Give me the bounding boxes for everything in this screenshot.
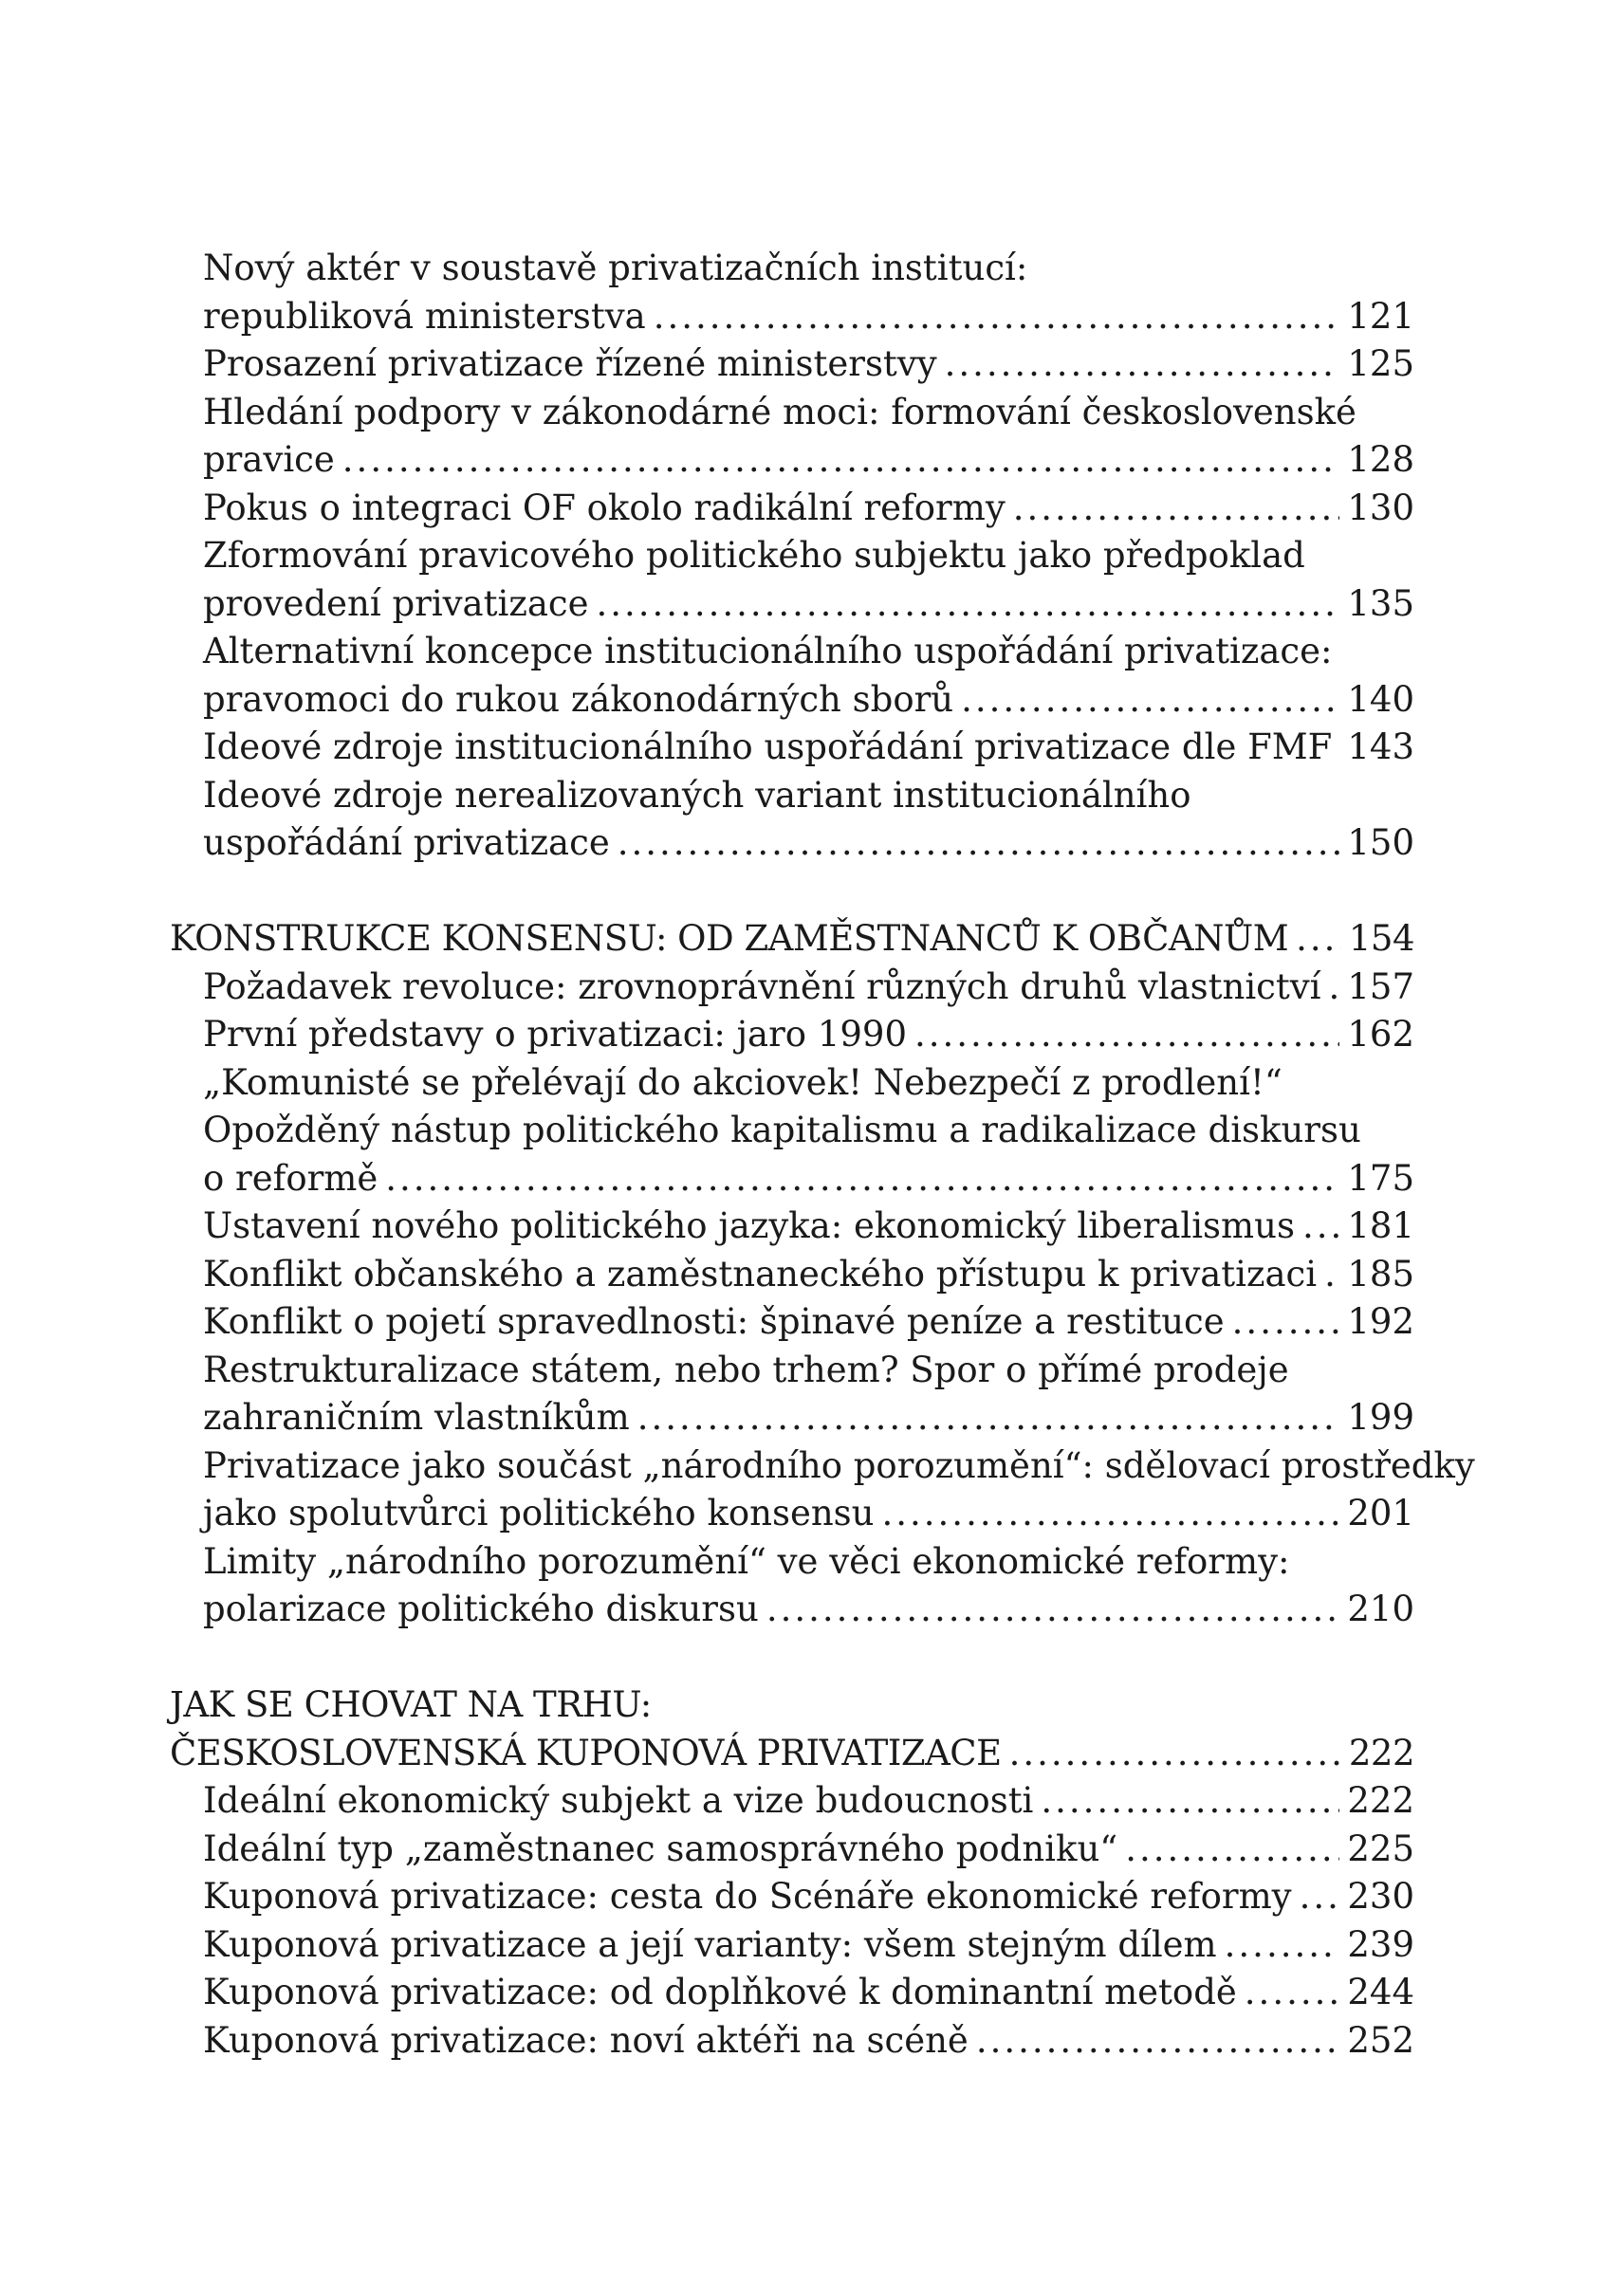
dot-leader [1013,485,1340,533]
toc-entry-row [203,1586,1414,1634]
dot-leader [1329,964,1340,1012]
toc-entry-title: Kuponová privatizace: od doplňkové k dominantní metodě [203,1969,1245,2017]
toc-entry-title: republiková ministerstva [203,293,654,341]
toc-entry-title: jako spolutvůrci politického konsensu [203,1490,882,1538]
toc-entry [0,580,1624,629]
toc-page-number: 150 [1347,822,1414,863]
toc-entry-title: Limity „národního porozumění“ ve věci ekonomické reformy: [203,1540,1290,1582]
toc-entry-row [203,819,1414,868]
toc-entry [0,1011,1624,1059]
toc-chapter-heading [0,915,1624,964]
toc-entry-row [203,676,1414,725]
toc-entry-row [203,1921,1414,1970]
toc-entry-title: Prosazení privatizace řízené ministerstvy [203,340,945,389]
toc-entry [0,1203,1624,1251]
toc-entry-row [203,485,1414,533]
toc-entry [0,293,1624,341]
toc-entry [0,676,1624,725]
dot-leader [914,1011,1339,1059]
dot-leader [385,1155,1339,1203]
toc-entry [0,1394,1624,1442]
toc-entry-row [203,1394,1414,1442]
toc-entry-row [203,724,1414,772]
toc-entry-title: První představy o privatizaci: jaro 1990 [203,1011,914,1059]
toc-entry-title: Pokus o integraci OF okolo radikální reformy [203,485,1013,533]
toc-entry-row [170,915,1414,964]
toc-entry [0,2017,1624,2066]
toc-entry-title: JAK SE CHOVAT NA TRHU: [170,1684,652,1725]
toc-page-number: 192 [1347,1301,1414,1342]
toc-entry-title: Požadavek revoluce: zrovnoprávnění různých druhů vlastnictví [203,964,1329,1012]
toc-entry [0,1826,1624,1874]
toc-entry-title: Privatizace jako součást „národního porozumění“: sdělovací prostředky [203,1444,1475,1486]
toc-page-number: 154 [1348,918,1414,959]
toc-entry-title: Ideální ekonomický subjekt a vize budoucnosti [203,1777,1041,1826]
toc-entry-row [203,580,1414,629]
toc-entry-title: Kuponová privatizace: noví aktéři na scéně [203,2017,976,2066]
dot-leader [1125,1826,1339,1874]
toc-entry-row [203,1298,1414,1347]
dot-leader [766,1586,1340,1634]
dot-leader [342,436,1340,485]
toc-entry [0,628,1624,676]
toc-entry [0,964,1624,1012]
toc-entry-row [203,1873,1414,1921]
toc-entry-title: zahraničním vlastníkům [203,1394,637,1442]
section-spacer [0,868,1624,916]
toc-entry [0,819,1624,868]
toc-entry-row [203,1155,1414,1203]
toc-entry [0,1059,1624,1108]
dot-leader [637,1394,1340,1442]
toc-entry-title: Alternativní koncepce institucionálního uspořádání privatizace: [203,631,1333,671]
toc-page-number: 157 [1347,965,1414,1007]
toc-entry-title: Kuponová privatizace: cesta do Scénáře ekonomické reformy [203,1873,1300,1921]
toc-entry [0,1921,1624,1970]
toc-entry [0,1347,1624,1395]
toc-entry-title: Opožděný nástup politického kapitalismu a radikalizace diskursu [203,1110,1361,1150]
toc-entry-row [203,340,1414,389]
toc-page-number: 125 [1347,343,1414,384]
toc-page-number: 210 [1347,1589,1414,1629]
toc-page-number: 199 [1347,1397,1414,1438]
toc-entry-row [203,1777,1414,1826]
dot-leader [1324,1251,1339,1299]
toc-entry-title: pravice [203,436,342,485]
toc-entry-row [203,1826,1414,1874]
toc-entry-title: Nový aktér v soustavě privatizačních institucí: [203,248,1028,288]
toc-entry [0,532,1624,580]
toc-entry-title: pravomoci do rukou zákonodárných sborů [203,676,961,725]
dot-leader [1296,915,1341,964]
dot-leader [618,819,1340,868]
toc-chapter-heading [0,1730,1624,1778]
toc-entry [0,1298,1624,1347]
toc-chapter-heading [0,1681,1624,1730]
toc-page-number: 128 [1347,439,1414,480]
toc-entry-title: Ideové zdroje institucionálního uspořádání privatizace dle FMF [203,724,1339,772]
toc-entry-row [203,1251,1414,1299]
toc-page-number: 181 [1347,1205,1414,1246]
dot-leader [1232,1298,1340,1347]
toc-page-number: 175 [1347,1157,1414,1199]
toc-entry-row [203,1203,1414,1251]
toc-entry [0,1777,1624,1826]
toc-page-number: 130 [1347,487,1414,528]
toc-entry [0,1251,1624,1299]
toc-entry [0,389,1624,437]
toc-entry-row [203,964,1414,1012]
dot-leader [1302,1203,1339,1251]
toc-page-number: 225 [1347,1828,1414,1869]
toc-entry [0,1442,1624,1491]
toc-entry [0,485,1624,533]
toc-page-number: 252 [1347,2019,1414,2061]
dot-leader [1300,1873,1340,1921]
toc-entry-row [170,1730,1414,1778]
dot-leader [597,580,1340,629]
toc-page-number: 140 [1347,678,1414,720]
toc-entry [0,1107,1624,1155]
toc-entry-row [203,2017,1414,2066]
dot-leader [961,676,1339,725]
dot-leader [882,1490,1340,1538]
toc-entry-title: uspořádání privatizace [203,819,618,868]
toc-entry-title: Ustavení nového politického jazyka: ekonomický liberalismus [203,1203,1302,1251]
toc-entry-row [203,1490,1414,1538]
toc-page-number: 222 [1348,1732,1414,1773]
toc-page-number: 143 [1347,726,1414,767]
dot-leader [1041,1777,1339,1826]
toc-entry-title: o reformě [203,1155,385,1203]
toc-page-number: 185 [1347,1253,1414,1295]
toc-entry [0,1586,1624,1634]
toc-page-number: 201 [1347,1493,1414,1534]
toc-entry [0,1873,1624,1921]
toc-entry [0,1490,1624,1538]
toc-entry-title: Hledání podpory v zákonodárné moci: formování československé [203,391,1356,432]
dot-leader [1225,1921,1340,1970]
toc-entry [0,436,1624,485]
toc-entry [0,1969,1624,2017]
section-spacer [0,1634,1624,1682]
toc-page-number: 121 [1347,295,1414,337]
toc-entry-row [203,436,1414,485]
toc-entry-row [203,293,1414,341]
toc-page-number: 222 [1347,1780,1414,1821]
toc-page-number: 135 [1347,582,1414,624]
toc-entry [0,1155,1624,1203]
toc-entry [0,724,1624,772]
toc-entry-title: KONSTRUKCE KONSENSU: OD ZAMĚSTNANCŮ K OBČANŮM [170,915,1296,964]
toc-entry [0,772,1624,820]
toc-entry-row [203,1969,1414,2017]
toc-entry-title: „Komunisté se přelévají do akciovek! Nebezpečí z prodlení!“ [203,1061,1283,1103]
toc-entry-title: Restrukturalizace státem, nebo trhem? Spor o přímé prodeje [203,1349,1289,1390]
dot-leader [1009,1730,1341,1778]
toc-entry-title: polarizace politického diskursu [203,1586,766,1634]
table-of-contents [0,245,1624,2065]
toc-entry-row [203,1011,1414,1059]
dot-leader [976,2017,1340,2066]
toc-page-number: 162 [1347,1014,1414,1055]
toc-page-number: 244 [1347,1972,1414,2012]
toc-entry-title: Kuponová privatizace a její varianty: všem stejným dílem [203,1921,1225,1970]
toc-entry-title: Konflikt občanského a zaměstnaneckého přístupu k privatizaci [203,1251,1324,1299]
toc-page-number: 230 [1347,1876,1414,1917]
toc-entry-title: Ideální typ „zaměstnanec samosprávného podniku“ [203,1826,1125,1874]
toc-entry-title: provedení privatizace [203,580,597,629]
toc-page-number: 239 [1347,1923,1414,1965]
toc-entry-title: ČESKOSLOVENSKÁ KUPONOVÁ PRIVATIZACE [170,1730,1009,1778]
dot-leader [1245,1969,1340,2017]
toc-entry-title: Zformování pravicového politického subjektu jako předpoklad [203,535,1305,576]
dot-leader [654,293,1340,341]
toc-entry [0,245,1624,293]
toc-entry-title: Konflikt o pojetí spravedlnosti: špinavé peníze a restituce [203,1298,1232,1347]
toc-entry-title: Ideové zdroje nerealizovaných variant institucionálního [203,774,1191,816]
toc-entry [0,340,1624,389]
toc-entry [0,1538,1624,1587]
dot-leader [945,340,1340,389]
